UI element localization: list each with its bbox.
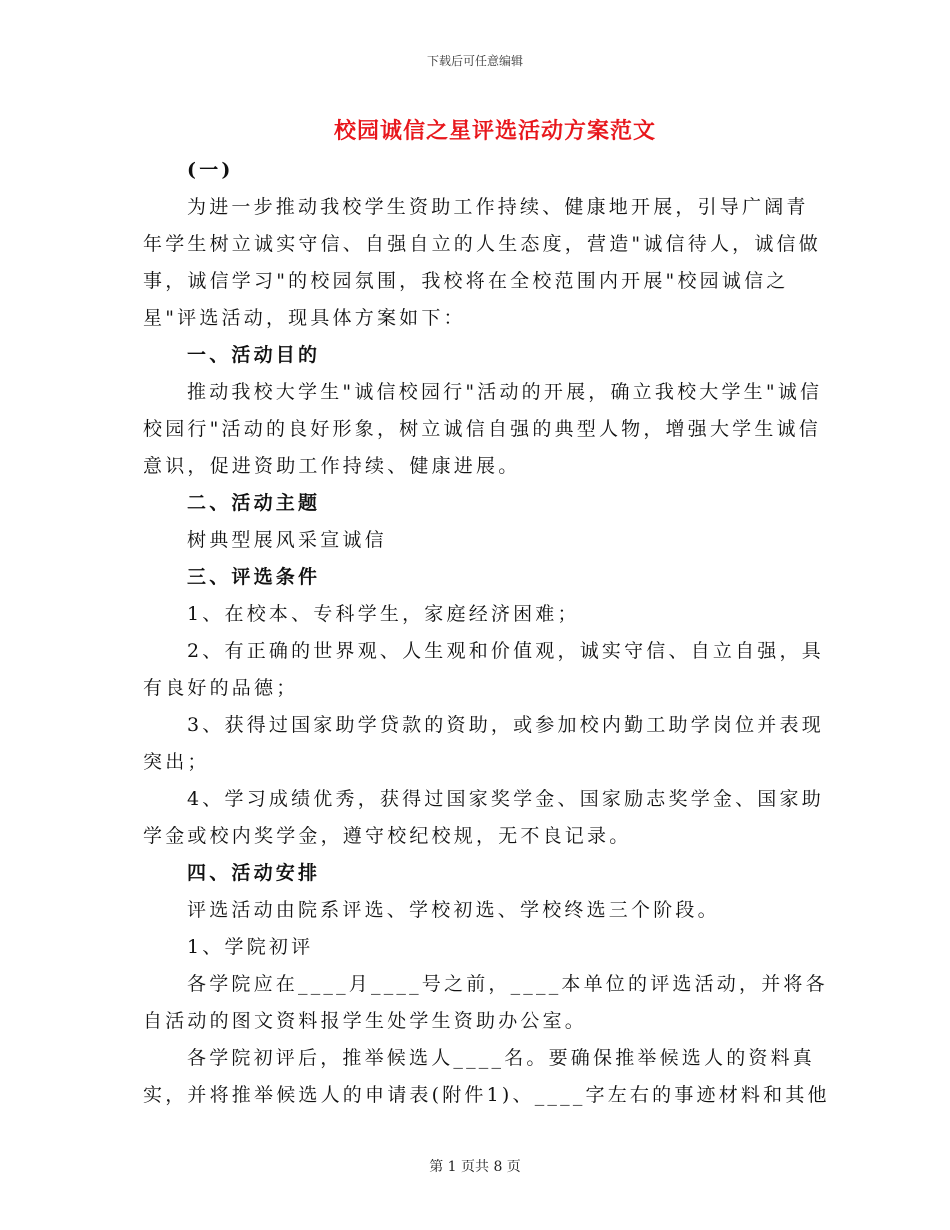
section-heading: 三、评选条件 <box>187 566 321 588</box>
paragraph-line: 为进一步推动我校学生资助工作持续、健康地开展，引导广阔青 <box>187 196 809 218</box>
subsection-heading: 1、学院初评 <box>187 936 314 958</box>
paragraph-line: 星"评选活动，现具体方案如下： <box>143 307 466 329</box>
paragraph-line: 有良好的品德； <box>143 677 299 699</box>
paragraph-line: 自活动的图文资料报学生处学生资助办公室。 <box>143 1010 588 1032</box>
paragraph-line: 实，并将推举候选人的申请表(附件1)、____字左右的事迹材料和其他 <box>143 1084 830 1106</box>
paragraph-line: 推动我校大学生"诚信校园行"活动的开展，确立我校大学生"诚信 <box>187 381 823 403</box>
paragraph-line: 各学院应在____月____号之前，____本单位的评选活动，并将各 <box>187 973 828 995</box>
document-body <box>143 152 830 1114</box>
list-item: 1、在校本、专科学生，家庭经济困难； <box>187 603 580 625</box>
paragraph-line: (一) <box>187 159 234 181</box>
paragraph-line: 年学生树立诚实守信、自强自立的人生态度，营造"诚信待人，诚信做 <box>143 233 821 255</box>
header-note: 下载后可任意编辑 <box>426 54 523 68</box>
list-item: 4、学习成绩优秀，获得过国家奖学金、国家励志奖学金、国家助 <box>187 788 824 810</box>
section-heading: 四、活动安排 <box>187 862 321 884</box>
list-item: 2、有正确的世界观、人生观和价值观，诚实守信、自立自强，具 <box>187 640 824 662</box>
section-heading: 一、活动目的 <box>187 344 321 366</box>
paragraph-line: 事，诚信学习"的校园氛围，我校将在全校范围内开展"校园诚信之 <box>143 270 789 292</box>
section-heading: 二、活动主题 <box>187 492 321 514</box>
paragraph-line: 学金或校内奖学金，遵守校纪校规，无不良记录。 <box>143 825 632 847</box>
paragraph-line: 各学院初评后，推举候选人____名。要确保推举候选人的资料真 <box>187 1047 816 1069</box>
paragraph-line: 突出； <box>143 751 210 773</box>
document-title: 校园诚信之星评选活动方案范文 <box>333 118 656 144</box>
page-footer: 第 1 页共 8 页 <box>429 1159 521 1175</box>
paragraph-line: 树典型展风采宣诚信 <box>187 529 387 551</box>
list-item: 3、获得过国家助学贷款的资助，或参加校内勤工助学岗位并表现 <box>187 714 824 736</box>
paragraph-line: 评选活动由院系评选、学校初选、学校终选三个阶段。 <box>187 899 720 921</box>
paragraph-line: 校园行"活动的良好形象，树立诚信自强的典型人物，增强大学生诚信 <box>143 418 821 440</box>
paragraph-line: 意识，促进资助工作持续、健康进展。 <box>143 455 521 477</box>
